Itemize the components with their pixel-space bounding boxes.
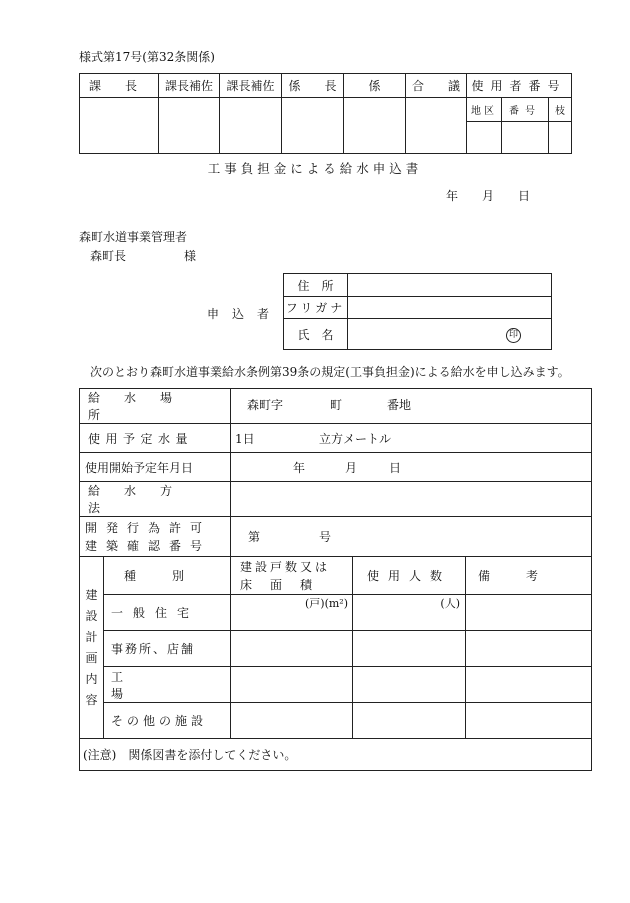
start-year: 年 <box>293 461 306 475</box>
plan-row-type: 一般住宅 <box>104 595 231 631</box>
plan-row-remarks[interactable] <box>466 703 592 739</box>
approval-stamp-cell <box>220 98 282 154</box>
name-label: 氏 名 <box>284 319 348 350</box>
approval-header-section-chief: 課 長 <box>80 74 159 98</box>
plan-vertical-char: 容 <box>85 692 98 707</box>
form-number: 様式第17号(第32条関係) <box>79 50 215 64</box>
volume-value[interactable] <box>231 424 592 453</box>
approval-stamp-cell <box>282 98 344 154</box>
plan-row-remarks[interactable] <box>466 667 592 703</box>
place-label-text: 給水場所 <box>88 391 197 422</box>
plan-row-users[interactable] <box>353 667 466 703</box>
district-header: 地区 <box>467 98 502 122</box>
plan-row-type: その他の施設 <box>104 703 231 739</box>
plan-row-count[interactable] <box>231 595 353 631</box>
plan-vertical-char: 計 <box>85 629 98 644</box>
volume-unit: 立方メートル <box>319 432 392 446</box>
recipient-mayor: 森町長 <box>90 249 127 263</box>
permit-suffix: 号 <box>319 530 332 544</box>
plan-row-count[interactable] <box>231 703 353 739</box>
recipient-honorific: 様 <box>184 249 197 263</box>
plan-vertical-char: 画 <box>85 650 98 665</box>
plan-row-count[interactable] <box>231 631 353 667</box>
plan-row-remarks[interactable] <box>466 631 592 667</box>
approval-stamp-cell <box>159 98 220 154</box>
number-header: 番号 <box>502 98 549 122</box>
approval-table <box>79 73 572 154</box>
type-header: 種 別 <box>104 557 231 595</box>
permit-value[interactable] <box>231 517 592 557</box>
count-header-line2: 床 面 積 <box>240 577 316 592</box>
approval-header-subsection-chief: 係 長 <box>282 74 344 98</box>
start-date-value[interactable] <box>231 453 592 482</box>
branch-cell <box>549 122 572 154</box>
start-date-label: 使用開始予定年月日 <box>80 453 231 482</box>
start-month: 月 <box>345 461 358 475</box>
plan-vertical-char: 設 <box>85 608 98 623</box>
date-month-label: 月 <box>482 189 495 203</box>
place-town: 町 <box>330 398 343 412</box>
start-day: 日 <box>389 461 402 475</box>
plan-row-users[interactable] <box>353 631 466 667</box>
approval-stamp-cell <box>344 98 406 154</box>
place-prefix: 森町字 <box>247 398 284 412</box>
seal-mark: 印 <box>506 328 521 343</box>
plan-row-remarks[interactable] <box>466 595 592 631</box>
approval-stamp-cell <box>406 98 467 154</box>
main-table <box>79 388 592 771</box>
intro-text: 次のとおり森町水道事業給水条例第39条の規定(工事負担金)による給水を申し込みます。 <box>90 365 570 379</box>
approval-header-deputy-2: 課長補佐 <box>220 74 282 98</box>
approval-stamp-cell <box>80 98 159 154</box>
method-value[interactable] <box>231 482 592 517</box>
address-label: 住 所 <box>284 274 348 297</box>
applicant-label: 申込者 <box>207 307 283 321</box>
plan-row-type: 工場 <box>104 667 231 703</box>
branch-header: 枝 <box>549 98 572 122</box>
place-value[interactable] <box>231 389 592 424</box>
method-label: 給水方法 <box>80 482 231 517</box>
applicant-table <box>283 273 552 350</box>
count-header <box>231 557 353 595</box>
users-header: 使用人数 <box>353 557 466 595</box>
place-label <box>80 389 231 424</box>
recipient-line1: 森町水道事業管理者 <box>79 230 188 244</box>
date-year-label: 年 <box>446 189 459 203</box>
plan-vertical-label <box>80 557 104 739</box>
count-unit: (戸)(m²) <box>304 597 348 610</box>
furigana-field[interactable] <box>348 297 552 319</box>
remarks-header: 備 考 <box>466 557 592 595</box>
district-cell <box>467 122 502 154</box>
volume-label: 使用予定水量 <box>80 424 231 453</box>
date-day-label: 日 <box>518 189 531 203</box>
place-lot: 番地 <box>387 398 412 412</box>
permit-label <box>80 517 231 557</box>
document-title: 工事負担金による給水申込書 <box>207 161 423 176</box>
approval-header-deputy-1: 課長補佐 <box>159 74 220 98</box>
name-field[interactable] <box>348 319 552 350</box>
note: (注意) 関係図書を添付してください。 <box>80 739 592 771</box>
approval-header-consultation: 合 議 <box>406 74 467 98</box>
plan-vertical-char: 内 <box>85 671 98 686</box>
usage-number-header: 使用者番号 <box>467 74 572 98</box>
count-header-line1: 建設戸数又は <box>240 559 331 574</box>
plan-vertical-char: 建 <box>85 587 98 602</box>
plan-row-type: 事務所、店舗 <box>104 631 231 667</box>
number-cell <box>502 122 549 154</box>
plan-row-users[interactable] <box>353 595 466 631</box>
people-unit: (人) <box>440 597 460 610</box>
plan-row-users[interactable] <box>353 703 466 739</box>
address-field[interactable] <box>348 274 552 297</box>
furigana-label: フリガナ <box>284 297 348 319</box>
permit-prefix: 第 <box>248 530 261 544</box>
permit-label-line2: 建築確認番号 <box>85 538 212 553</box>
approval-header-staff: 係 <box>344 74 406 98</box>
volume-per-day: 1日 <box>235 432 255 446</box>
permit-label-line1: 開発行為許可 <box>85 520 212 535</box>
plan-row-count[interactable] <box>231 667 353 703</box>
